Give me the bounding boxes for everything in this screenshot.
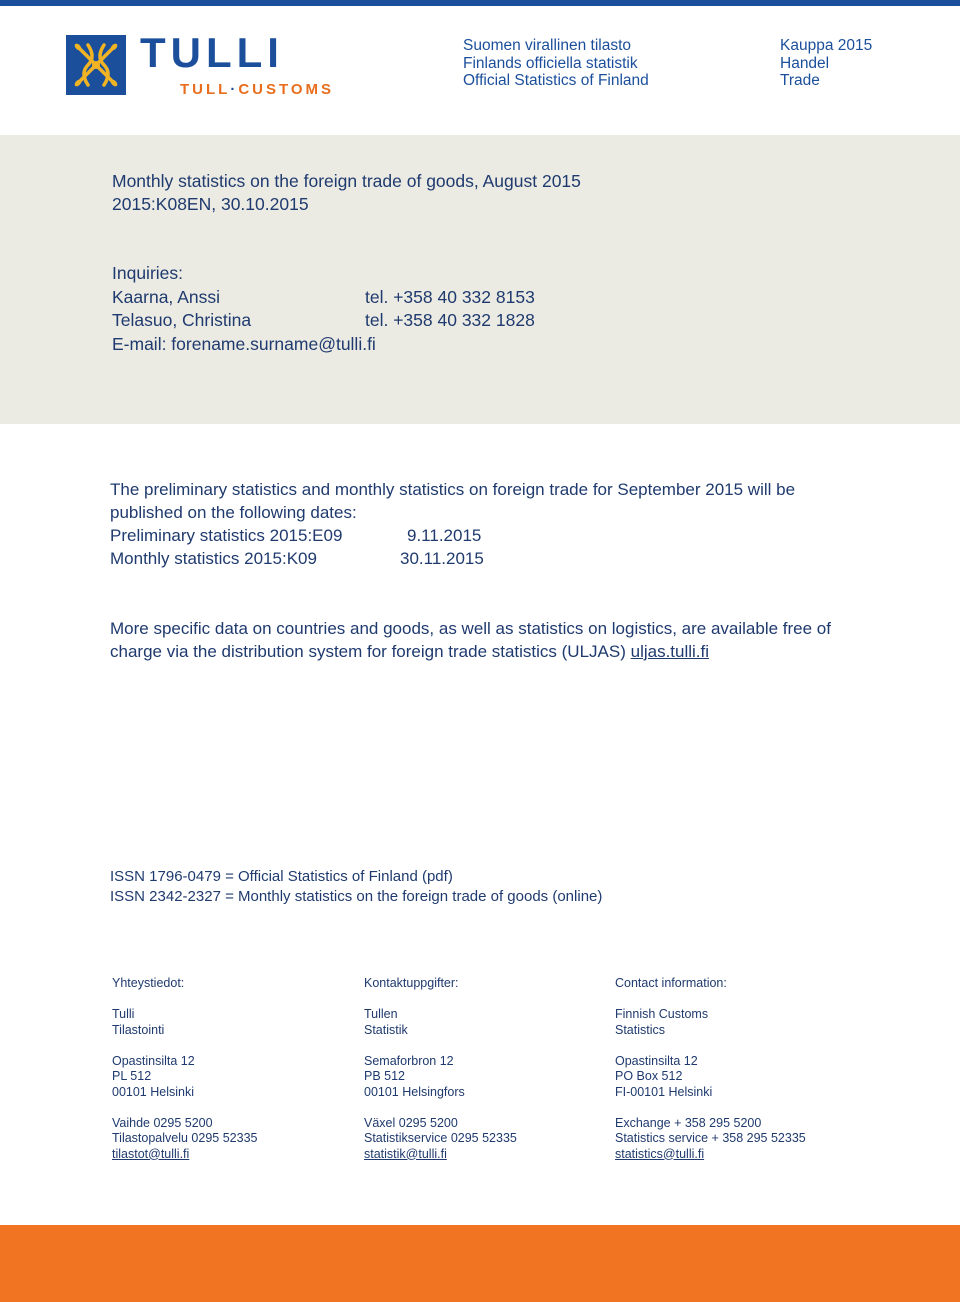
contact-column-sv — [364, 976, 517, 1178]
phone-line: Vaihde 0295 5200 — [112, 1115, 213, 1130]
date-row — [110, 547, 850, 570]
contact-email-link[interactable]: tilastot@tulli.fi — [112, 1146, 190, 1161]
more-info-text: More specific data on countries and goods, as well as statistics on logistics, are available free of charge via the distribution system for foreign trade statistics (ULJAS) — [110, 619, 831, 661]
contact-row — [112, 309, 535, 333]
contact-email: E-mail: forename.surname@tulli.fi — [112, 333, 376, 354]
org-line: Finnish Customs — [615, 1007, 709, 1021]
phone-line: Tilastopalvelu 0295 52335 — [112, 1131, 258, 1145]
contact-address — [112, 1054, 257, 1101]
org-line: Tulli — [112, 1007, 135, 1021]
contact-name: Telasuo, Christina — [112, 310, 252, 330]
footer-band — [0, 1225, 960, 1302]
logo-sub-dot: · — [230, 81, 239, 98]
address-line: PB 512 — [364, 1069, 406, 1083]
contact-heading: Yhteystiedot: — [112, 976, 185, 990]
issn-block — [110, 867, 602, 907]
publication-dates-block — [110, 478, 850, 570]
phone-line: Statistics service + 358 295 52335 — [615, 1131, 806, 1145]
contact-phones — [364, 1116, 517, 1163]
topic-line-fi: Kauppa 2015 — [780, 37, 873, 54]
topic-name — [780, 37, 872, 90]
logo-subtitle — [180, 82, 334, 97]
phone-line: Växel 0295 5200 — [364, 1115, 458, 1130]
address-line: 00101 Helsingfors — [364, 1084, 465, 1099]
phone-line: Statistikservice 0295 52335 — [364, 1131, 517, 1145]
more-info-paragraph — [110, 617, 870, 663]
topic-line-en: Trade — [780, 72, 820, 89]
contact-phone: tel. +358 40 332 8153 — [365, 286, 535, 307]
contact-heading: Contact information: — [615, 976, 727, 990]
issn-online: ISSN 2342-2327 = Monthly statistics on the foreign trade of goods (online) — [110, 888, 603, 905]
address-line: Semaforbron 12 — [364, 1053, 454, 1068]
phone-line: Exchange + 358 295 5200 — [615, 1115, 762, 1130]
org-line: Tullen — [364, 1007, 398, 1021]
document-code: 2015:K08EN, 30.10.2015 — [112, 194, 309, 214]
contact-name: Kaarna, Anssi — [112, 286, 220, 307]
customs-emblem-icon — [66, 35, 126, 95]
contact-address — [364, 1054, 517, 1101]
contact-org — [364, 1007, 517, 1038]
address-line: FI-00101 Helsinki — [615, 1084, 713, 1099]
contact-row — [112, 286, 535, 310]
date-value: 30.11.2015 — [400, 549, 484, 568]
series-line-en: Official Statistics of Finland — [463, 72, 649, 89]
contact-email-link[interactable]: statistik@tulli.fi — [364, 1146, 447, 1161]
document-title-block — [112, 170, 581, 216]
series-line-fi: Suomen virallinen tilasto — [463, 37, 632, 54]
contact-email-link[interactable]: statistics@tulli.fi — [615, 1146, 705, 1161]
logo-sub-left: TULL — [180, 81, 231, 98]
logo-wordmark: TULLI — [140, 29, 284, 76]
org-line: Statistik — [364, 1022, 408, 1037]
address-line: 00101 Helsinki — [112, 1084, 194, 1099]
series-name — [463, 37, 649, 90]
inquiries-label: Inquiries: — [112, 263, 184, 283]
uljas-link[interactable]: uljas.tulli.fi — [630, 642, 710, 661]
address-line: PO Box 512 — [615, 1069, 683, 1083]
contact-org — [112, 1007, 257, 1038]
contact-heading: Kontaktuppgifter: — [364, 976, 459, 990]
logo-sub-right: CUSTOMS — [238, 81, 335, 98]
contact-phone: tel. +358 40 332 1828 — [365, 310, 535, 330]
org-line: Tilastointi — [112, 1022, 165, 1037]
address-line: Opastinsilta 12 — [112, 1053, 195, 1068]
top-bar — [0, 0, 960, 6]
org-line: Statistics — [615, 1022, 666, 1037]
contact-column-fi — [112, 976, 257, 1178]
series-line-sv: Finlands officiella statistik — [463, 54, 638, 72]
document-title: Monthly statistics on the foreign trade of goods, August 2015 — [112, 171, 581, 191]
date-label: Monthly statistics 2015:K09 — [110, 549, 317, 568]
issn-pdf: ISSN 1796-0479 = Official Statistics of Finland (pdf) — [110, 868, 453, 885]
inquiries-block — [112, 262, 535, 356]
publication-intro: The preliminary statistics and monthly statistics on foreign trade for September 2015 will be published on the following dates: — [110, 480, 796, 522]
contact-phones — [112, 1116, 257, 1163]
date-label: Preliminary statistics 2015:E09 — [110, 526, 343, 545]
contact-address — [615, 1054, 806, 1101]
topic-line-sv: Handel — [780, 54, 830, 72]
date-row — [110, 524, 850, 547]
contact-org — [615, 1007, 806, 1038]
date-value: 9.11.2015 — [407, 526, 482, 545]
contact-column-en — [615, 976, 806, 1178]
address-line: PL 512 — [112, 1069, 152, 1083]
contact-phones — [615, 1116, 806, 1163]
address-line: Opastinsilta 12 — [615, 1053, 698, 1068]
